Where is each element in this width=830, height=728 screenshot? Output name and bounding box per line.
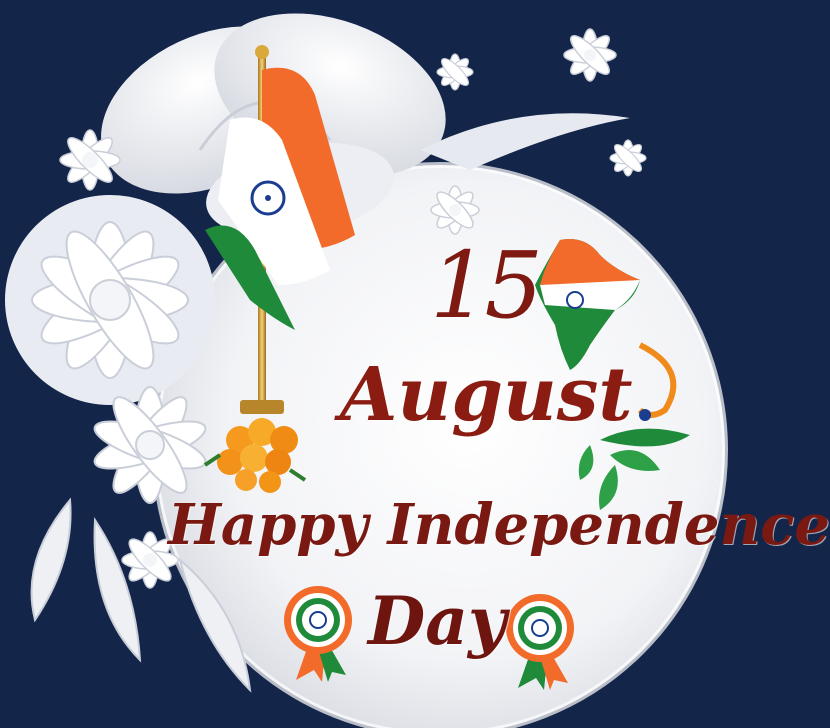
greeting-line: Happy Independence bbox=[168, 492, 830, 558]
month-title: August bbox=[340, 352, 633, 438]
greeting-day: Day bbox=[368, 582, 507, 660]
day-number: 15 bbox=[430, 232, 540, 339]
